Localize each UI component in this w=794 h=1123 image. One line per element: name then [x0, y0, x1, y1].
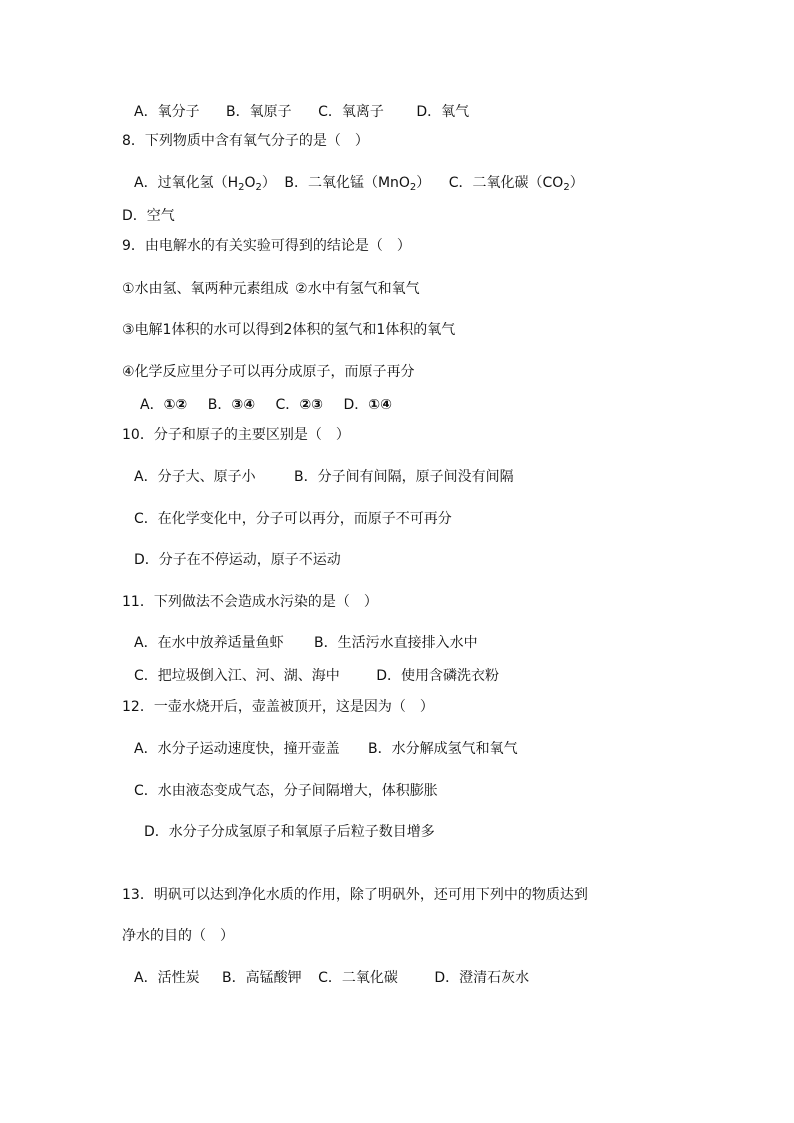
q11-option-d: D．使用含磷洗衣粉: [376, 668, 500, 684]
q11-option-b: B．生活污水直接排入水中: [314, 635, 478, 651]
q13-option-d: D．澄清石灰水: [434, 970, 530, 986]
q11-stem: 11．下列做法不会造成水污染的是（ ）: [122, 594, 378, 610]
q7-option-a: A．氧分子: [134, 104, 200, 120]
q9-statement-1: ①水由氢、氧两种元素组成: [122, 281, 289, 297]
q12-option-a: A．水分子运动速度快，撞开壶盖: [134, 741, 340, 757]
q9-option-d: D．①④: [343, 397, 392, 413]
q9-statement-3: ③电解1体积的水可以得到2体积的氢气和1体积的氧气: [122, 322, 456, 338]
q11-options-cd: [134, 666, 499, 686]
q10-options-ab: [134, 467, 514, 487]
q10-option-d: D．分子在不停运动，原子不运动: [134, 552, 341, 568]
q8-option-a: A．过氧化氢$(H_2O_2)$: [134, 175, 276, 193]
q12-stem: 12．一壶水烧开后，壶盖被顶开，这是因为（ ）: [122, 699, 434, 715]
q10-stem: 10．分子和原子的主要区别是（ ）: [122, 427, 350, 443]
q13-option-c: C．二氧化碳: [318, 970, 398, 986]
q13-option-a: A．活性炭: [134, 970, 200, 986]
q9-statement-4: ④化学反应里分子可以再分成原子，而原子再分: [122, 364, 415, 380]
q13-option-b: B．高锰酸钾: [222, 970, 302, 986]
q12-options-ab: [134, 739, 518, 759]
q11-options-ab: [134, 633, 478, 653]
q9-stem: 9．由电解水的有关实验可得到的结论是（ ）: [122, 238, 411, 254]
q8-options: [134, 173, 584, 193]
q13-options: [134, 968, 529, 988]
q7-options: [134, 102, 469, 122]
q9-options: [140, 395, 392, 415]
q9-statements-1-2: [122, 279, 420, 299]
q8-option-b: B．二氧化锰（MnO$_2$）: [284, 175, 431, 193]
q11-option-c: C．把垃圾倒入江、河、湖、海中: [134, 668, 340, 684]
q12-option-b: B．水分解成氢气和氧气: [368, 741, 518, 757]
q8-option-c: C．二氧化碳$(CO_2)$: [448, 175, 584, 193]
q10-option-b: B．分子间有间隔，原子间没有间隔: [294, 469, 514, 485]
q9-option-b: B．③④: [207, 397, 256, 413]
q8-option-d: D．空气: [122, 208, 175, 224]
q7-option-d: D．氧气: [416, 104, 470, 120]
q12-option-d: D．水分子分成氢原子和氧原子后粒子数目增多: [144, 824, 435, 840]
q8-stem: 8．下列物质中含有氧气分子的是（ ）: [122, 133, 369, 149]
q12-option-c: C．水由液态变成气态，分子间隔增大，体积膨胀: [134, 783, 438, 799]
q7-option-b: B．氧原子: [226, 104, 292, 120]
q10-option-a: A．分子大、原子小: [134, 469, 256, 485]
q13-stem-line2: 净水的目的（ ）: [122, 928, 234, 944]
q9-statement-2: ②水中有氢气和氧气: [295, 281, 420, 297]
q9-option-a: A．①②: [140, 397, 188, 413]
q7-option-c: C．氧离子: [318, 104, 384, 120]
q9-option-c: C．②③: [275, 397, 324, 413]
q13-stem-line1: 13．明矾可以达到净化水质的作用，除了明矾外，还可用下列中的物质达到: [122, 887, 588, 903]
q11-option-a: A．在水中放养适量鱼虾: [134, 635, 284, 651]
q10-option-c: C．在化学变化中，分子可以再分，而原子不可再分: [134, 511, 452, 527]
